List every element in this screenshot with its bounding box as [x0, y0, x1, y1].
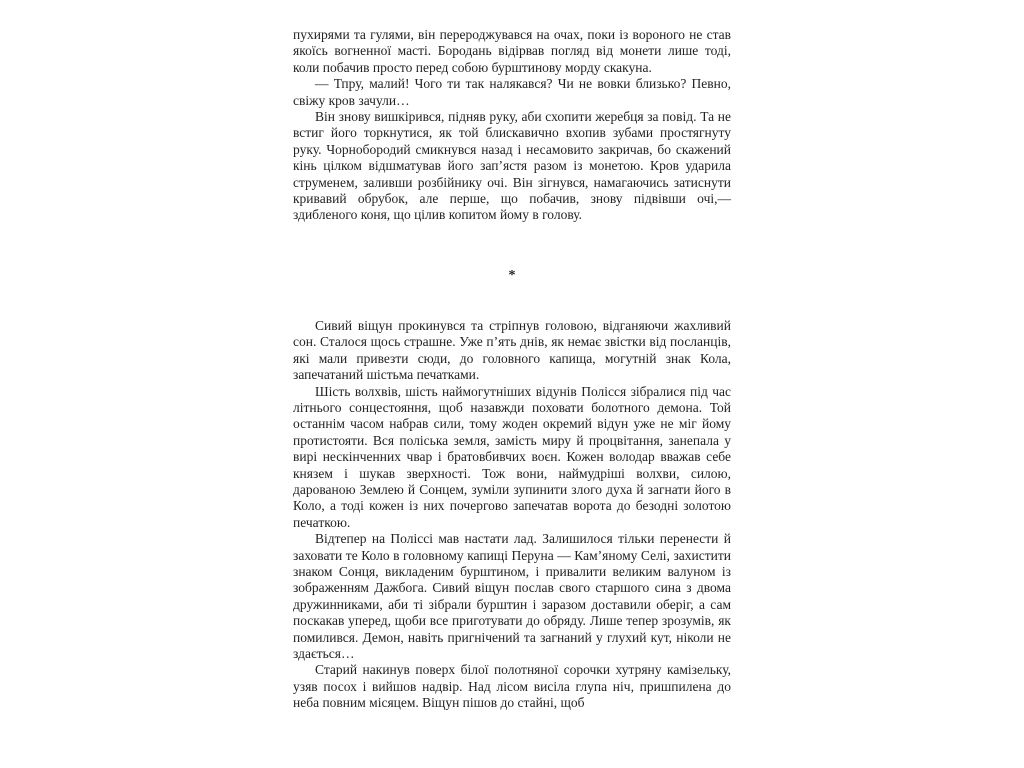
paragraph: пухирями та гулями, він перероджувався на очах, поки із вороного не став якоїсь вогненної масті. Бородань відірвав погляд від монети лише тоді, коли побачив просто перед собою бурштинову морду скакуна.: [293, 27, 731, 75]
paragraph: — Тпру, малий! Чого ти так налякався? Чи не вовки близько? Певно, свіжу кров зачули…: [293, 76, 731, 108]
text-column: [293, 27, 731, 712]
section-break: *: [508, 267, 516, 283]
paragraph: Він знову вишкірився, підняв руку, аби схопити жеребця за повід. Та не встиг його торкнутися, як той блискавично вхопив зубами простягнуту руку. Чорнобородий смикнувся назад і несамовито закричав, бо скажений кінь цілком відшматував його зап’ястя разом із монетою. Кров ударила струменем, заливши розбійнику очі. Він зігнувся, намагаючись затиснути кривавий обрубок, але перше, що побачив, знову підвівши очі,— здибленого коня, що цілив копитом йому в голову.: [293, 109, 731, 223]
paragraph: Сивий віщун прокинувся та стріпнув головою, відганяючи жахливий сон. Сталося щось страшне. Уже п’ять днів, як немає звістки від посланців, які мали привезти сюди, до головного капища, могутній знак Кола, запечатаний шістьма печатками.: [293, 317, 731, 383]
paragraph: Старий накинув поверх білої полотняної сорочки хутряну камізельку, узяв посох і вийшов надвір. Над лісом висіла глупа ніч, пришпилена до неба повним місяцем. Віщун пішов до стайні, щоб: [293, 662, 731, 711]
paragraph: Шість волхвів, шість наймогутніших відунів Полісся зібралися під час літнього сонцестояння, щоб назавжди поховати болотного демона. Той останнім часом набрав сили, тому жоден окремий відун уже не міг йому протистояти. Вся поліська земля, замість миру й процвітання, занепала у вирі нескінченних чвар і братовбивчих воєн. Кожен володар вважав себе князем і шукав зверхності. Тож вони, наймудріші волхви, силою, дарованою Землею й Сонцем, зуміли зупинити злого духа й загнати його в Коло, а тоді кожен із них почергово запечатав ворота до безодні золотою печаткою.: [293, 383, 731, 530]
paragraph: Відтепер на Поліссі мав настати лад. Залишилося тільки перенести й заховати те Коло в головному капищі Перуна — Кам’яному Селі, захистити знаком Сонця, викладеним бурштином, і привалити великим валуном із зображенням Дажбога. Сивий віщун послав свого старшого сина з двома дружинниками, аби ті зібрали бурштин і заразом доставили оберіг, а сам поскакав уперед, щоби все приготувати до обряду. Лише тепер зрозумів, як помилився. Демон, навіть пригнічений та загнаний у глухий кут, ніколи не здається…: [293, 531, 731, 661]
